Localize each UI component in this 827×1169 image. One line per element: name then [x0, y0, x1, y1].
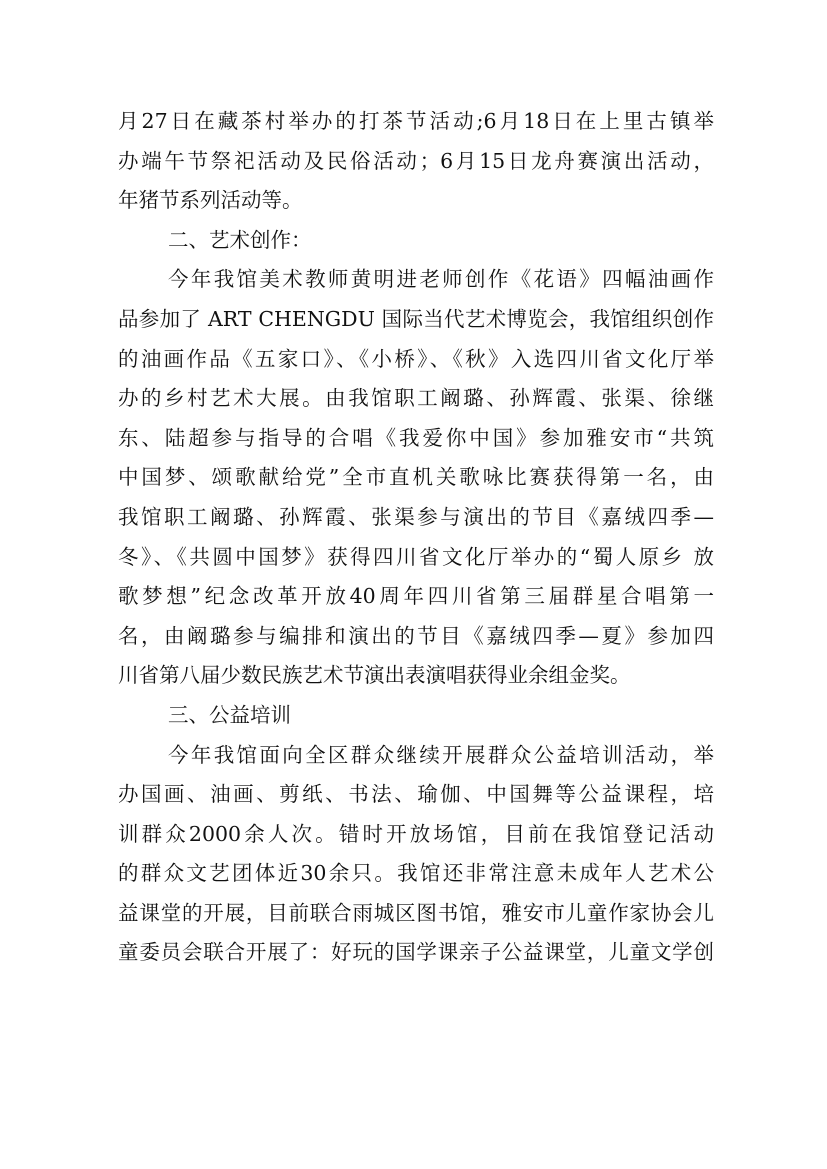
- paragraph-line: 办的乡村艺术大展。由我馆职工阚璐、孙辉霞、张渠、徐继: [118, 386, 714, 411]
- paragraph-line: 今年我馆面向全区群众继续开展群众公益培训活动，举: [168, 742, 714, 767]
- paragraph-line: 今年我馆美术教师黄明进老师创作《花语》四幅油画作: [168, 267, 714, 292]
- paragraph-line: 办端午节祭祀活动及民俗活动；6月15日龙舟赛演出活动，: [118, 148, 714, 173]
- paragraph-line: 中国梦、颂歌献给党”全市直机关歌咏比赛获得第一名，由: [118, 465, 714, 490]
- paragraph-line: 的油画作品《五家口》、《小桥》、《秋》入选四川省文化厅举: [118, 346, 714, 371]
- paragraph-line: 月27日在藏茶村举办的打茶节活动;6月18日在上里古镇举: [118, 109, 714, 133]
- paragraph-line: 我馆职工阚璐、孙辉霞、张渠参与演出的节目《嘉绒四季—: [118, 504, 714, 529]
- document-body: [118, 102, 714, 973]
- paragraph-line: 的群众文艺团体近30余只。我馆还非常注意未成年人艺术公: [118, 861, 714, 886]
- paragraph-line: 年猪节系列活动等。: [118, 188, 303, 213]
- paragraph-line: 东、陆超参与指导的合唱《我爱你中国》参加雅安市“共筑: [118, 425, 714, 450]
- paragraph-line: 冬》、《共圆中国梦》获得四川省文化厅举办的“蜀人原乡 放: [118, 544, 714, 569]
- paragraph-line: 益课堂的开展，目前联合雨城区图书馆，雅安市儿童作家协会儿: [118, 900, 714, 925]
- paragraph-line: 训群众2000余人次。错时开放场馆，目前在我馆登记活动: [118, 821, 714, 846]
- paragraph-line: 川省第八届少数民族艺术节演出表演唱获得业余组金奖。: [118, 663, 631, 688]
- paragraph-line: 歌梦想”纪念改革开放40周年四川省第三届群星合唱第一: [118, 584, 714, 609]
- paragraph-line: 童委员会联合开展了：好玩的国学课亲子公益课堂，儿童文学创: [118, 940, 714, 965]
- section-heading-art-creation: 二、艺术创作：: [168, 227, 312, 252]
- paragraph-line: 名，由阚璐参与编排和演出的节目《嘉绒四季—夏》参加四: [118, 623, 714, 648]
- paragraph-line: 办国画、油画、剪纸、书法、瑜伽、中国舞等公益课程，培: [118, 782, 714, 807]
- section-heading-public-training: 三、公益培训: [168, 702, 291, 727]
- paragraph-line: 品参加了 ART CHENGDU 国际当代艺术博览会，我馆组织创作: [118, 306, 714, 331]
